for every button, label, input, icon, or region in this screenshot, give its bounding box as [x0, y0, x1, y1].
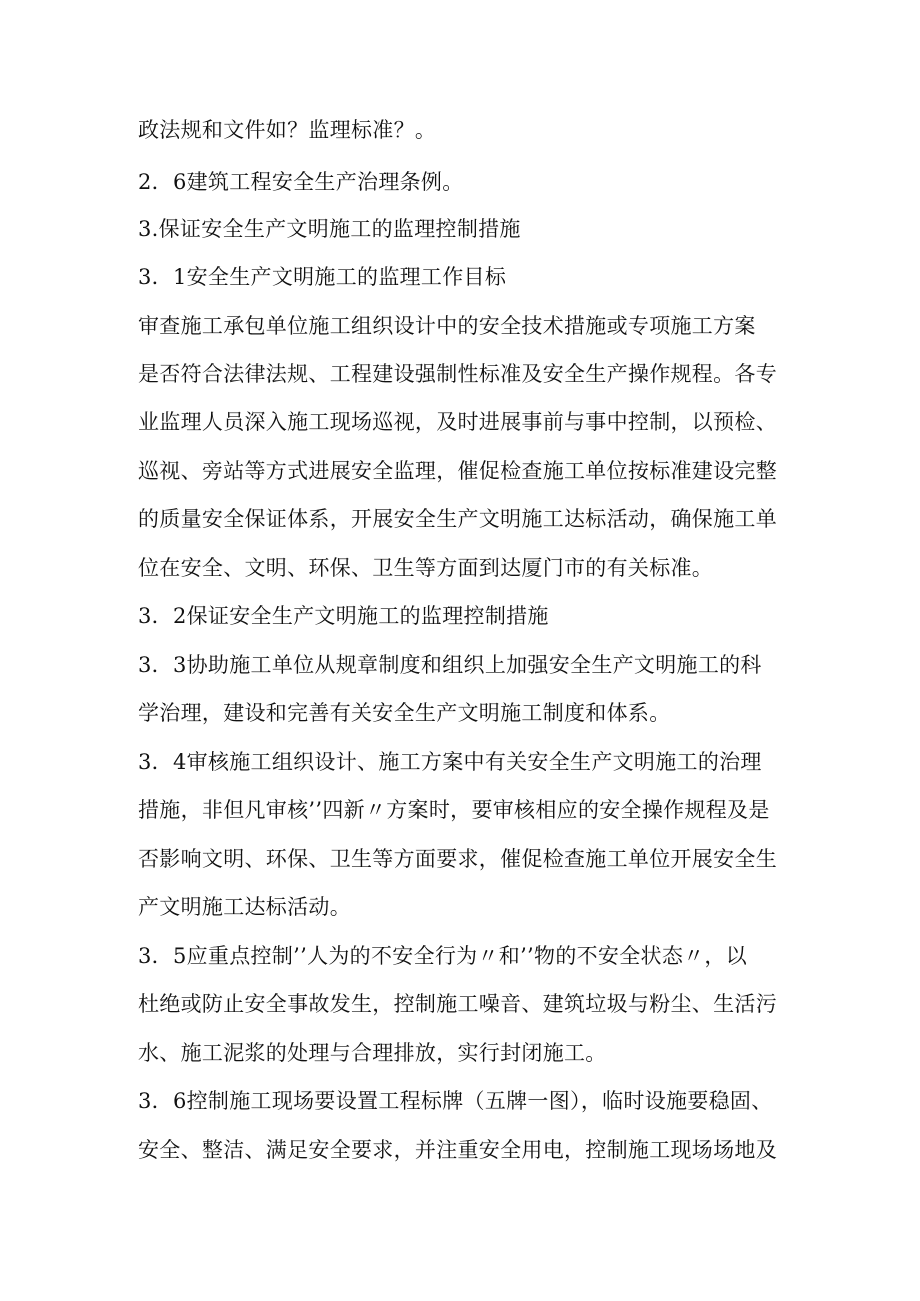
- text-line: 巡视、旁站等方式进展安全监理，催促检查施工单位按标准建设完整: [138, 459, 777, 483]
- text-line: 水、施工泥浆的处理与合理排放，实行封闭施工。: [138, 1041, 607, 1065]
- text-line: 3．6控制施工现场要设置工程标牌（五牌一图），临时设施要稳固、: [138, 1089, 773, 1113]
- text-line: 学治理，建设和完善有关安全生产文明施工制度和体系。: [138, 701, 671, 725]
- text-line: 审查施工承包单位施工组织设计中的安全技术措施或专项施工方案: [138, 314, 756, 338]
- text-line: 安全、整洁、满足安全要求，并注重安全用电，控制施工现场场地及: [138, 1138, 777, 1162]
- text-line: 是否符合法律法规、工程建设强制性标准及安全生产操作规程。各专: [138, 362, 777, 386]
- text-line: 政法规和文件如？监理标准？。: [138, 118, 437, 142]
- text-line: 产文明施工达标活动。: [138, 895, 351, 919]
- text-line: 的质量安全保证体系，开展安全生产文明施工达标活动，确保施工单: [138, 507, 777, 531]
- section-heading: 2．6建筑工程安全生产治理条例。: [138, 170, 464, 194]
- section-heading: 3．1安全生产文明施工的监理工作目标: [138, 265, 507, 289]
- text-line: 3．4审核施工组织设计、施工方案中有关安全生产文明施工的治理: [138, 750, 762, 774]
- section-heading: 3．2保证安全生产文明施工的监理控制措施: [138, 604, 549, 628]
- text-line: 措施，非但凡审核’’四新〃方案时，要审核相应的安全操作规程及是: [138, 798, 770, 822]
- text-line: 3．5应重点控制’’人为的不安全行为〃和’’物的不安全状态〃，以: [138, 944, 748, 968]
- text-line: 位在安全、文明、环保、卫生等方面到达厦门市的有关标准。: [138, 556, 714, 580]
- text-line: 否影响文明、环保、卫生等方面要求，催促检查施工单位开展安全生: [138, 847, 777, 871]
- section-heading: 3.保证安全生产文明施工的监理控制措施: [138, 217, 521, 241]
- text-line: 杜绝或防止安全事故发生，控制施工噪音、建筑垃圾与粉尘、生活污: [138, 992, 777, 1016]
- text-line: 3．3协助施工单位从规章制度和组织上加强安全生产文明施工的科: [138, 653, 762, 677]
- text-line: 业监理人员深入施工现场巡视，及时进展事前与事中控制，以预检、: [138, 410, 777, 434]
